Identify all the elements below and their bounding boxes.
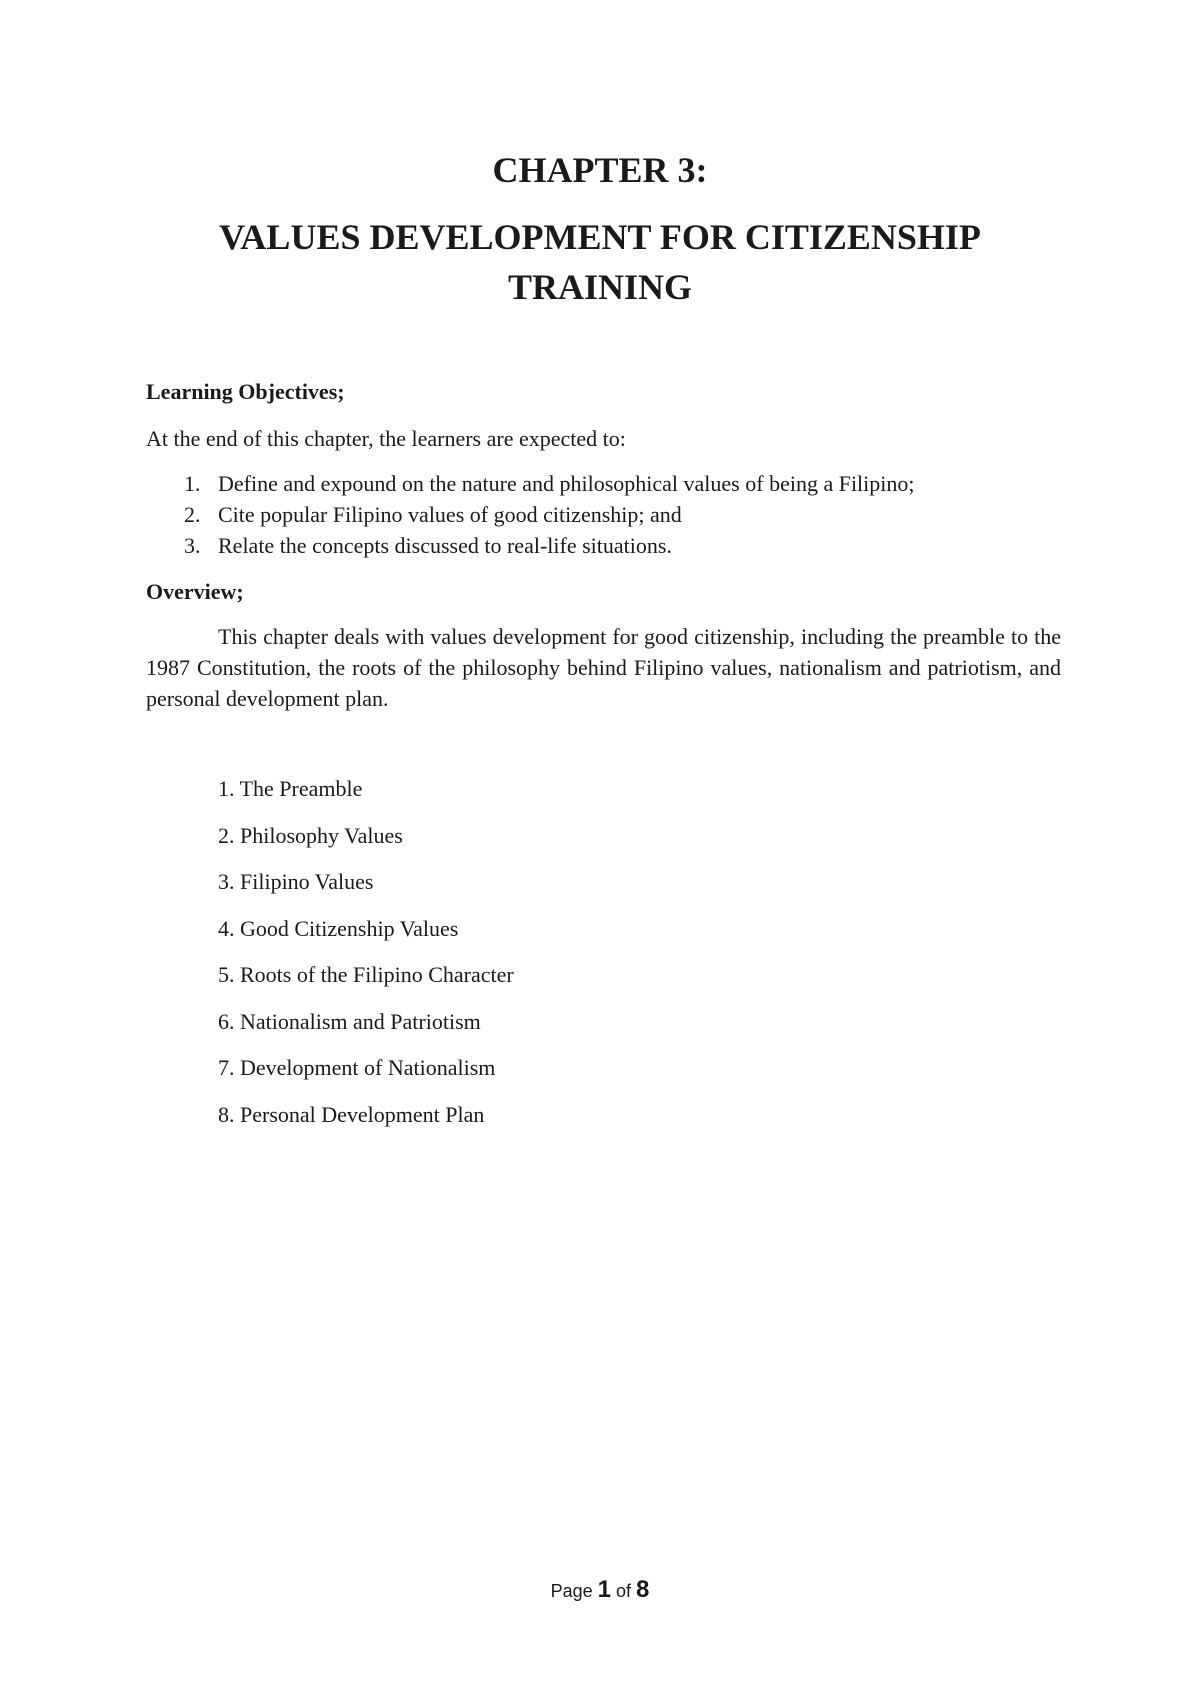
total-pages-number: 8 — [636, 1576, 650, 1603]
list-item — [146, 530, 915, 561]
page-footer — [0, 1578, 1200, 1603]
learning-objectives-heading: Learning Objectives; — [146, 379, 345, 404]
of-label: of — [616, 1581, 632, 1601]
topic-item: 5. Roots of the Filipino Character — [218, 962, 514, 987]
list-item — [146, 499, 915, 530]
page-label: Page — [550, 1581, 593, 1601]
learning-objectives-intro: At the end of this chapter, the learners are expected to: — [146, 426, 626, 451]
overview-heading: Overview; — [146, 579, 244, 604]
objectives-list — [146, 468, 915, 561]
list-item-number: 2. — [184, 502, 201, 527]
chapter-subtitle: VALUES DEVELOPMENT FOR CITIZENSHIP TRAINING — [219, 217, 981, 307]
topic-item: 7. Development of Nationalism — [218, 1055, 496, 1080]
list-item-number: 1. — [184, 471, 201, 496]
topics-list — [218, 775, 514, 1147]
chapter-title: CHAPTER 3: — [492, 150, 708, 190]
topic-item: 3. Filipino Values — [218, 869, 374, 894]
topic-item: 8. Personal Development Plan — [218, 1101, 485, 1127]
list-item-text: Relate the concepts discussed to real-life situations. — [218, 533, 672, 558]
topic-item: 2. Philosophy Values — [218, 822, 403, 848]
list-item-text: Cite popular Filipino values of good citizenship; and — [218, 502, 682, 527]
topic-item: 6. Nationalism and Patriotism — [218, 1008, 481, 1034]
topic-item: 4. Good Citizenship Values — [218, 915, 459, 941]
overview-paragraph: This chapter deals with values development for good citizenship, including the preamble to the 1987 Constitution, the roots of the philosophy behind Filipino values, nationalism and patriotism, and personal development plan. — [146, 624, 1061, 711]
topic-item: 1. The Preamble — [218, 776, 363, 801]
current-page-number: 1 — [597, 1576, 611, 1603]
list-item-number: 3. — [184, 533, 201, 558]
list-item-text: Define and expound on the nature and philosophical values of being a Filipino; — [218, 471, 915, 496]
list-item — [146, 468, 915, 499]
